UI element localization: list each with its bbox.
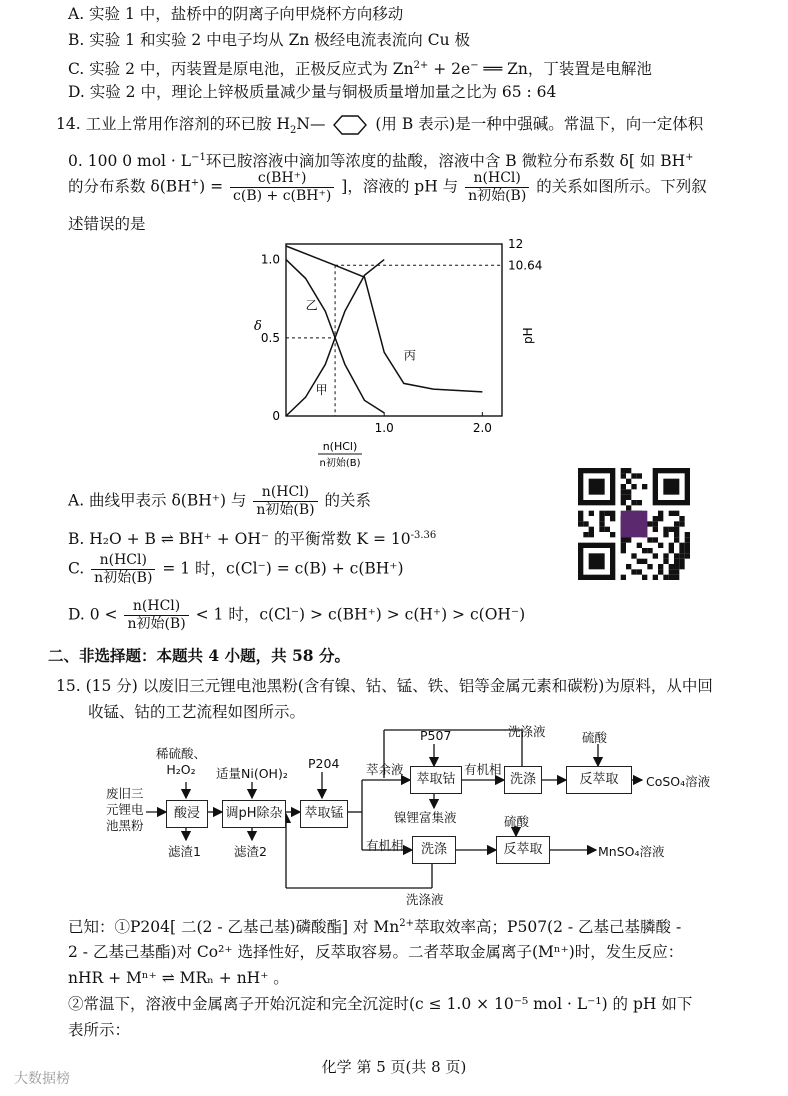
step-acid-leach: 酸浸 xyxy=(166,800,208,828)
y-tick-label: 0.5 xyxy=(260,330,280,345)
x-axis-label-den: n初始(B) xyxy=(319,458,361,468)
reagent-acid: 稀硫酸、 H₂O₂ xyxy=(156,746,207,777)
reagent-nioh2: 适量Ni(OH)₂ xyxy=(216,766,288,781)
curve-label-yi: 乙 xyxy=(305,298,318,313)
titration-chart xyxy=(240,236,570,468)
q14-line4: 述错误的是 xyxy=(68,215,146,233)
q14-line1: 14. 工业上常用作溶剂的环已胺 $H_2N—$ (用 B 表示)是一种中强碱。常温下，向一定体积 xyxy=(56,115,704,137)
q15-line1: 15. (15 分) 以废旧三元锂电池黑粉(含有镍、钴、锰、铁、铝等金属元素和碳粉)为原料，从中回 xyxy=(56,677,713,695)
step-strip-2: 反萃取 xyxy=(496,836,550,864)
residue-1: 滤渣1 xyxy=(168,844,201,859)
y2-axis-label: pH xyxy=(521,327,535,344)
known-5: 表所示： xyxy=(68,1021,131,1039)
product-mnso4: MnSO₄溶液 xyxy=(598,844,665,859)
option-c: C. 实验 2 中，丙装置是原电池，正极反应式为 $Zn^{2+} + 2e^-$ ══ Zn，丁装置是电解池 xyxy=(68,60,652,79)
answer-b: B. H₂O + B ⇌ BH⁺ + OH⁻ 的平衡常数 $K = 10^{-3.36}$ xyxy=(68,530,437,549)
wash-liquid-bottom: 洗涤液 xyxy=(406,892,444,907)
raw-material-label: 废旧三 元锂电 池黑粉 xyxy=(106,786,144,833)
known-4: ②常温下，溶液中金属离子开始沉淀和完全沉淀时(c ≤ 1.0 × 10⁻⁵ mol · L⁻¹) 的 pH 如下 xyxy=(68,995,693,1013)
step-extract-mn: 萃取锰 xyxy=(300,800,348,828)
x-axis-label-num: n(HCl) xyxy=(322,440,358,453)
option-a: A. 实验 1 中，盐桥中的阴离子向甲烧杯方向移动 xyxy=(68,5,404,23)
x-tick-label: 1.0 xyxy=(374,421,394,435)
qr-code xyxy=(578,468,690,580)
ni-li-liquid: 镍锂富集液 xyxy=(394,810,457,825)
watermark: 大数据榜 xyxy=(14,1071,70,1087)
answer-c: C. $\frac{\text{n(HCl)}}{\text{n初始(B)}}$ = 1 时，c(Cl⁻) = c(B) + c(BH⁺) xyxy=(68,552,404,586)
reagent-h2so4-1: 硫酸 xyxy=(582,730,608,745)
q15-line2: 收锰、钴的工艺流程如图所示。 xyxy=(88,703,306,721)
q14-line2: 0. 100 0 mol · $L^{-1}$环已胺溶液中滴加等浓度的盐酸，溶液中含 B 微粒分布系数 δ[ 如 BH+ xyxy=(68,152,694,171)
section-heading: 二、非选择题：本题共 4 小题，共 58 分。 xyxy=(48,646,350,665)
answer-d: D. 0 < $\frac{\text{n(HCl)}}{\text{n初始(B)}}$ < 1 时，c(Cl⁻) > c(BH⁺) > c(H⁺) > c(OH⁻) xyxy=(68,598,526,632)
option-d: D. 实验 2 中，理论上锌极质量减少量与铜极质量增加量之比为 65 : 64 xyxy=(68,83,557,101)
x-tick-label: 2.0 xyxy=(472,421,492,435)
answer-a: A. 曲线甲表示 δ(BH⁺) 与 $\frac{\text{n(HCl)}}{\text{n初始(B)}}$ 的关系 xyxy=(68,484,372,518)
y-axis-label: δ xyxy=(254,319,262,334)
y-tick-label: 0 xyxy=(272,409,280,423)
step-extract-co: 萃取钴 xyxy=(410,766,462,794)
known-3: nHR + Mⁿ⁺ ⇌ MRₙ + nH⁺ 。 xyxy=(68,969,289,987)
y2-tick-label: 12 xyxy=(508,237,524,251)
y2-tick-label: 10.64 xyxy=(508,258,543,273)
hexagon-icon xyxy=(330,114,370,136)
curve-label-bing: 丙 xyxy=(403,348,416,363)
y-tick-label: 1.0 xyxy=(260,252,280,267)
reagent-p507: P507 xyxy=(420,728,452,743)
curve-yi xyxy=(286,260,384,413)
residue-2: 滤渣2 xyxy=(234,844,267,859)
curve-label-jia: 甲 xyxy=(315,383,328,398)
step-wash-1: 洗涤 xyxy=(504,766,542,794)
wash-liquid-top: 洗涤液 xyxy=(508,724,546,739)
option-b: B. 实验 1 和实验 2 中电子均从 Zn 极经电流表流向 Cu 极 xyxy=(68,31,470,49)
page-footer: 化学 第 5 页(共 8 页) xyxy=(321,1058,467,1076)
organic-phase-2: 有机相 xyxy=(366,838,404,853)
reagent-p204: P204 xyxy=(308,756,340,771)
curve-bing xyxy=(286,246,482,392)
reagent-h2so4-2: 硫酸 xyxy=(504,814,530,829)
product-coso4: CoSO₄溶液 xyxy=(646,774,711,789)
step-ph-adjust: 调pH除杂 xyxy=(222,800,286,828)
step-strip-1: 反萃取 xyxy=(566,766,632,794)
known-2: 2 - 乙基己基酯)对 Co²⁺ 选择性好，反萃取容易。二者萃取金属离子(Mⁿ⁺)时，发生反应： xyxy=(68,943,684,961)
raffinate-label: 萃余液 xyxy=(366,762,404,777)
organic-phase-1: 有机相 xyxy=(464,762,502,777)
step-wash-2: 洗涤 xyxy=(412,836,456,864)
known-1: 已知：①P204[ 二(2 - 乙基己基)磷酸酯] 对 $Mn^{2+}$萃取效率高；P507(2 - 乙基己基膦酸 - xyxy=(68,918,682,937)
q14-line3: 的分布系数 δ(BH+) = $\frac{c(BH^+)}{c(B) + c(BH^+)}$ ]，溶液的 pH 与 $\frac{\text{n(HCl)}}{\text{n初始(B)}}$ 的关系如图所示。下列叙 xyxy=(68,170,707,204)
